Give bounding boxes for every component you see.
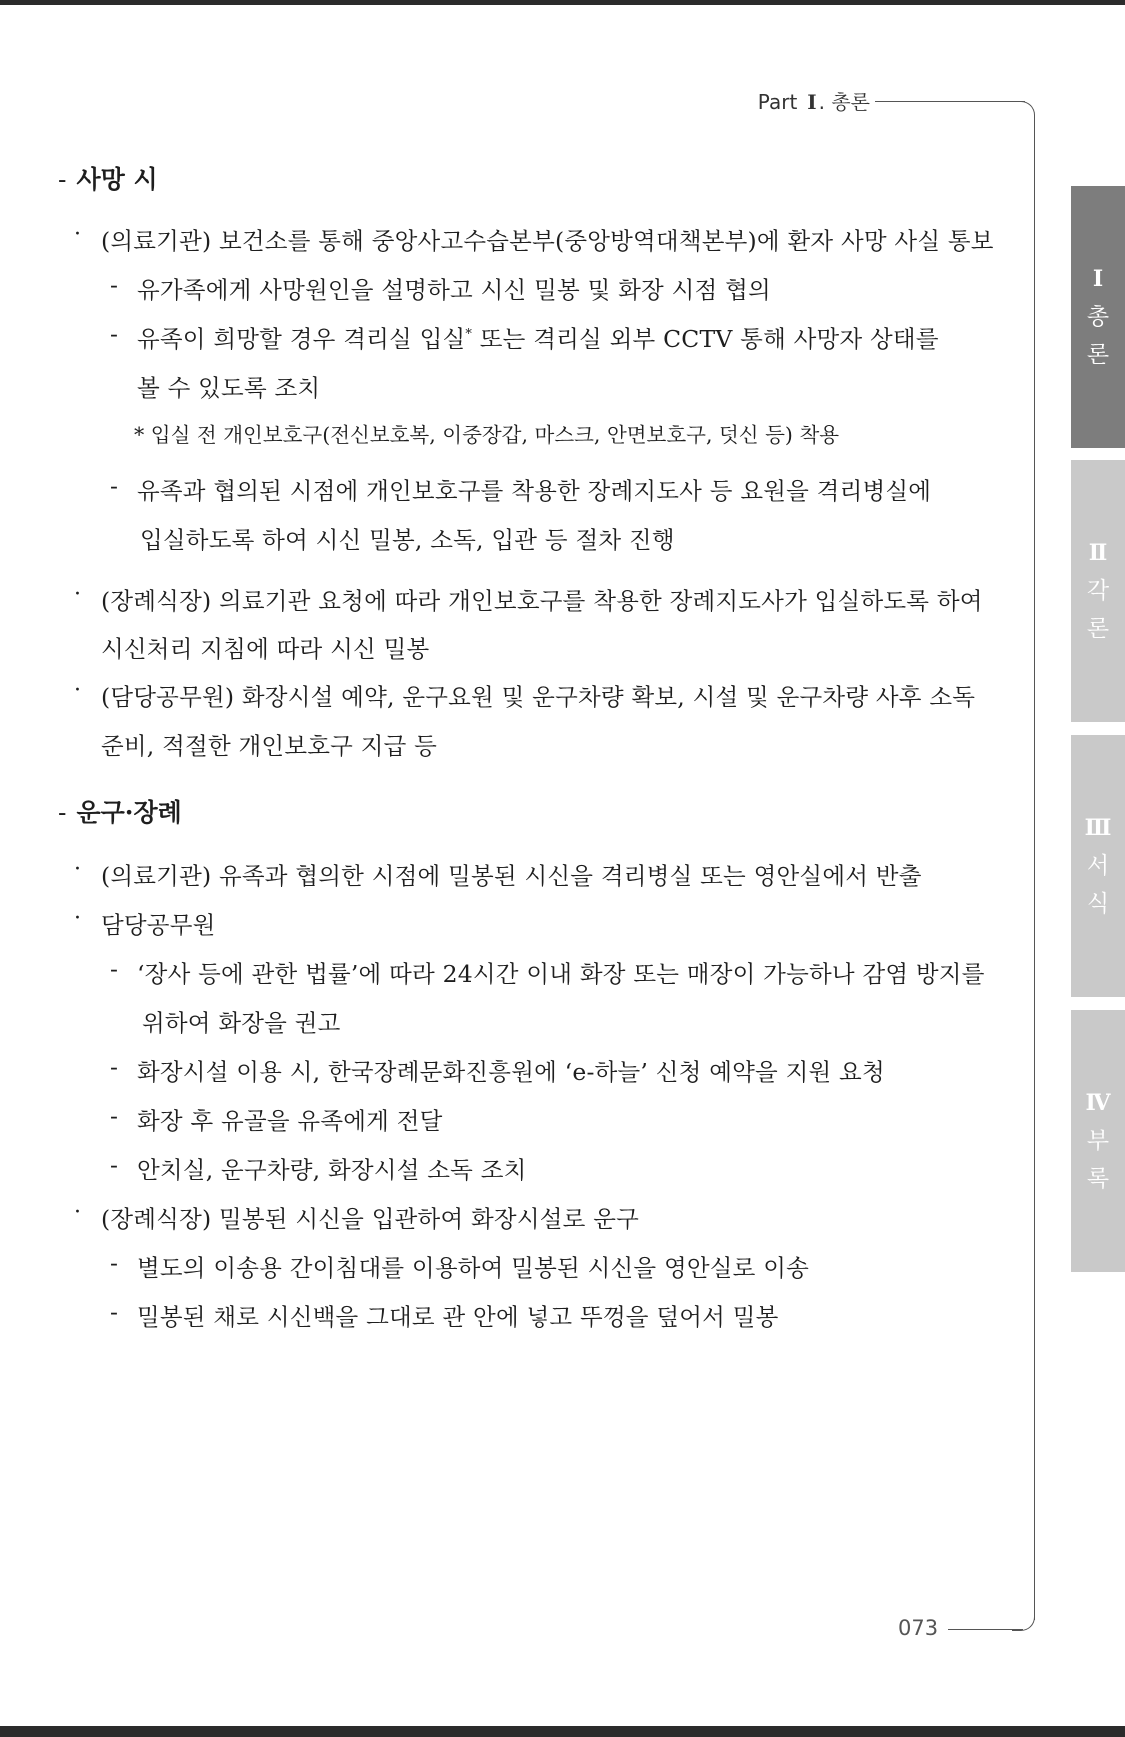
bullet-text: 담당공무원 <box>101 911 216 939</box>
bullet-mark: · <box>74 906 81 931</box>
tab-char: 부 <box>1086 1128 1110 1154</box>
dash-mark: - <box>110 1053 119 1081</box>
heading-dash: - <box>58 798 67 827</box>
heading-text: 운구·장례 <box>76 798 182 827</box>
dash-mark: - <box>110 1298 119 1326</box>
bullet-text: (의료기관) 보건소를 통해 중앙사고수습본부(중앙방역대책본부)에 환자 사망 사실 통보 <box>101 227 994 255</box>
sub-item-continuation: 입실하도록 하여 시신 밀봉, 소독, 입관 등 절차 진행 <box>140 526 675 554</box>
sub-item-text: 화장시설 이용 시, 한국장례문화진흥원에 ‘e-하늘’ 신청 예약을 지원 요청 <box>137 1058 885 1086</box>
bullet-text: (장례식장) 의료기관 요청에 따라 개인보호구를 착용한 장례지도사가 입실하도록 하여 <box>101 587 983 615</box>
bullet-mark: · <box>74 857 81 882</box>
bullet-mark: · <box>74 1200 81 1225</box>
sub-item-text: ‘장사 등에 관한 법률’에 따라 24시간 이내 화장 또는 매장이 가능하나 감염 방지를 <box>137 960 985 988</box>
frame-corner-top <box>1012 101 1035 124</box>
tab-number: Ⅲ <box>1084 815 1112 841</box>
bullet-mark: · <box>74 222 81 247</box>
tab-char: 서 <box>1086 853 1110 879</box>
dash-mark: - <box>110 320 119 348</box>
dash-mark: - <box>110 472 119 500</box>
frame-line-bottom <box>948 1629 1023 1630</box>
bullet-text: (장례식장) 밀봉된 시신을 입관하여 화장시설로 운구 <box>101 1205 640 1233</box>
tab-char: 각 <box>1086 578 1110 604</box>
heading-dash: - <box>58 165 67 194</box>
section-heading <box>58 793 182 829</box>
part-title: 총론 <box>831 90 870 114</box>
bullet-mark: · <box>74 582 81 607</box>
bottom-border <box>0 1726 1125 1737</box>
dash-mark: - <box>110 1151 119 1179</box>
part-label: Part <box>757 90 798 114</box>
sub-item-text: 별도의 이송용 간이침대를 이용하여 밀봉된 시신을 영안실로 이송 <box>137 1254 810 1282</box>
sub-item-continuation: 볼 수 있도록 조치 <box>137 374 321 402</box>
sub-item-text: 유족과 협의된 시점에 개인보호구를 착용한 장례지도사 등 요원을 격리병실에 <box>137 477 932 505</box>
sub-item-text: 유가족에게 사망원인을 설명하고 시신 밀봉 및 화장 시점 협의 <box>137 276 771 304</box>
part-sep: . <box>818 90 825 114</box>
bullet-continuation: 시신처리 지침에 따라 시신 밀봉 <box>101 635 430 663</box>
top-border <box>0 0 1125 5</box>
dash-mark: - <box>110 1249 119 1277</box>
tab-part-1[interactable] <box>1071 186 1125 448</box>
tab-part-3[interactable] <box>1071 735 1125 997</box>
frame-line-top <box>875 101 1025 102</box>
tab-number: Ⅱ <box>1088 540 1108 566</box>
tab-number: Ⅰ <box>1092 266 1104 292</box>
tab-part-2[interactable] <box>1071 460 1125 722</box>
dash-mark: - <box>110 271 119 299</box>
sub-item-text: 안치실, 운구차량, 화장시설 소독 조치 <box>137 1156 527 1184</box>
tab-part-4[interactable] <box>1071 1010 1125 1272</box>
sub-item-text <box>137 320 939 354</box>
heading-text: 사망 시 <box>76 165 158 194</box>
tab-char: 론 <box>1086 342 1110 368</box>
bullet-continuation: 준비, 적절한 개인보호구 지급 등 <box>101 732 438 760</box>
frame-corner-bottom <box>1012 1608 1035 1631</box>
dash-mark: - <box>110 1102 119 1130</box>
dash-mark: - <box>110 955 119 983</box>
sub-item-text: 밀봉된 채로 시신백을 그대로 관 안에 넣고 뚜껑을 덮어서 밀봉 <box>137 1303 779 1331</box>
running-header <box>758 86 870 115</box>
tab-char: 식 <box>1086 891 1110 917</box>
tab-number: Ⅳ <box>1085 1090 1111 1116</box>
tab-char: 론 <box>1086 616 1110 642</box>
footnote: * 입실 전 개인보호구(전신보호복, 이중장갑, 마스크, 안면보호구, 덧신 등) 착용 <box>134 423 840 447</box>
sub-item-text: 화장 후 유골을 유족에게 전달 <box>137 1107 443 1135</box>
bullet-text: (의료기관) 유족과 협의한 시점에 밀봉된 시신을 격리병실 또는 영안실에서 반출 <box>101 862 922 890</box>
bullet-mark: · <box>74 678 81 703</box>
sub-item-part: 유족이 희망할 경우 격리실 입실 <box>137 325 466 353</box>
bullet-text: (담당공무원) 화장시설 예약, 운구요원 및 운구차량 확보, 시설 및 운구차량 사후 소독 <box>101 683 976 711</box>
sub-item-continuation: 위하여 화장을 권고 <box>142 1009 341 1037</box>
part-roman: Ⅰ <box>807 90 817 114</box>
sub-item-part: 또는 격리실 외부 CCTV 통해 사망자 상태를 <box>472 325 939 353</box>
tab-char: 총 <box>1086 304 1110 330</box>
page-number: 073 <box>898 1616 939 1640</box>
frame-line-right <box>1034 120 1035 1620</box>
footnote-ref: * <box>465 327 473 343</box>
tab-char: 록 <box>1086 1166 1110 1192</box>
section-heading <box>58 160 158 196</box>
